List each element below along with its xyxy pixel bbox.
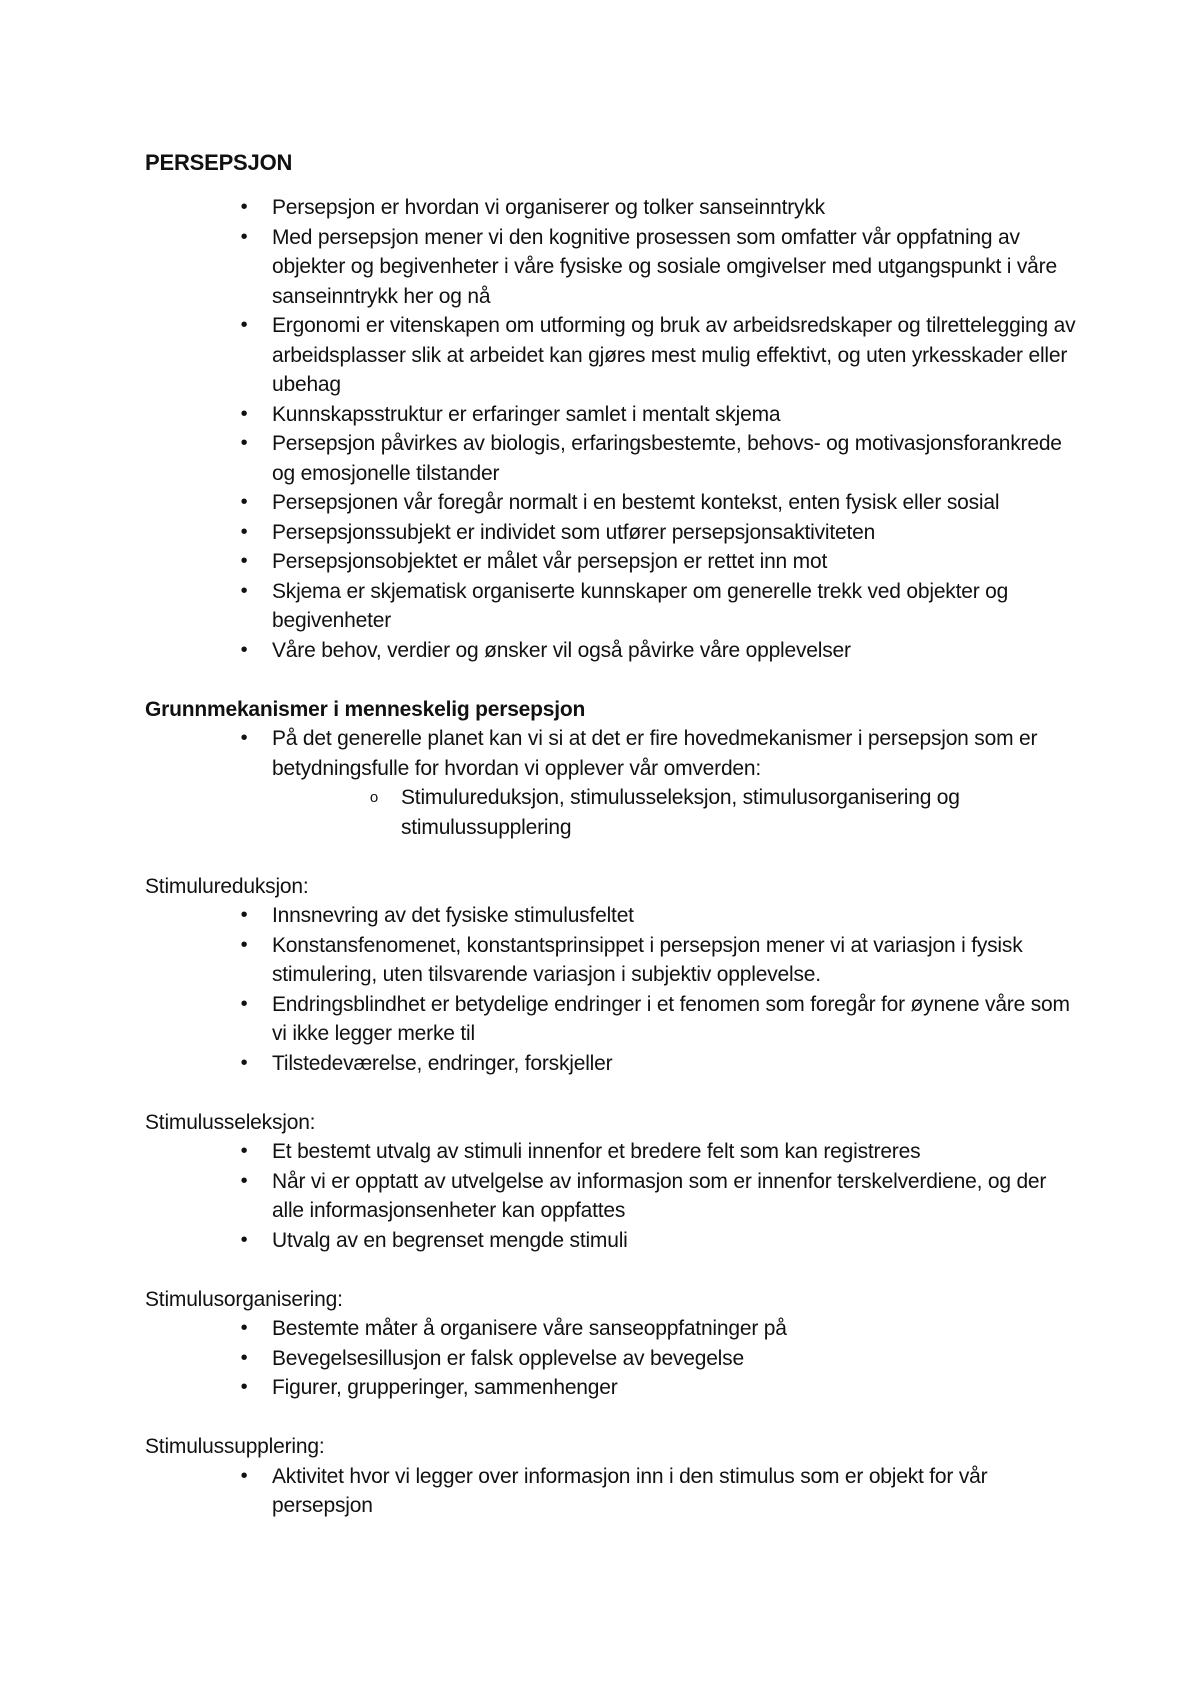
bullet-icon: •	[240, 550, 248, 572]
bullet-icon: •	[240, 992, 248, 1015]
list-item	[145, 400, 1080, 430]
stimulussupplering-bullet-list	[145, 1462, 1080, 1521]
section-spacer	[145, 1403, 1080, 1433]
list-item-text: Endringsblindhet er betydelige endringer i et fenomen som foregår for øynene våre som vi ikke legger merke til	[272, 992, 1070, 1045]
list-item	[145, 1226, 1080, 1256]
bullet-icon: •	[240, 1140, 248, 1162]
list-item	[145, 547, 1080, 577]
list-item	[145, 429, 1080, 488]
list-item-text: Når vi er opptatt av utvelgelse av informasjon som er innenfor terskelverdiene, og der alle informasjonsenheter kan oppfattes	[272, 1169, 1047, 1222]
list-item-text: Kunnskapsstruktur er erfaringer samlet i mentalt skjema	[272, 402, 781, 426]
bullet-icon: •	[240, 1464, 248, 1487]
list-item	[145, 518, 1080, 548]
section-spacer	[145, 665, 1080, 695]
list-item	[145, 577, 1080, 636]
list-item-text: Konstansfenomenet, konstantsprinsippet i persepsjon mener vi at variasjon i fysisk stimulering, uten tilsvarende variasjon i subjektiv opplevelse.	[272, 933, 1023, 986]
section-heading-grunnmekanismer: Grunnmekanismer i menneskelig persepsjon	[145, 697, 586, 721]
list-item	[145, 223, 1080, 312]
list-item	[145, 488, 1080, 518]
list-item	[145, 1373, 1080, 1403]
list-item	[145, 990, 1080, 1049]
stimulureduksjon-bullet-list	[145, 901, 1080, 1078]
section-heading-stimulureduksjon: Stimulureduksjon:	[145, 874, 309, 898]
list-item	[145, 1167, 1080, 1226]
list-item-text: Innsnevring av det fysiske stimulusfeltet	[272, 904, 634, 927]
bullet-icon: •	[240, 1346, 248, 1369]
list-item	[145, 1137, 1080, 1167]
list-item-text: Et bestemt utvalg av stimuli innenfor et bredere felt som kan registreres	[272, 1140, 921, 1163]
section-spacer	[145, 1078, 1080, 1108]
intro-bullet-list	[145, 193, 1080, 665]
list-item-text: Bevegelsesillusjon er falsk opplevelse av bevegelse	[272, 1346, 744, 1370]
list-item-text: Figurer, grupperinger, sammenhenger	[272, 1376, 618, 1399]
bullet-icon: •	[240, 196, 248, 218]
section-spacer	[145, 1255, 1080, 1285]
hollow-bullet-icon: o	[369, 789, 379, 806]
list-item	[145, 636, 1080, 666]
list-item	[145, 1344, 1080, 1374]
bullet-icon: •	[240, 1317, 248, 1339]
list-item-text: Med persepsjon mener vi den kognitive prosessen som omfatter vår oppfatning av objekter og begivenheter i våre fysiske og sosiale omgivelser med utgangspunkt i våre sanseinntrykk her og nå	[272, 225, 1057, 308]
list-item-text: Persepsjon påvirkes av biologis, erfaringsbestemte, behovs- og motivasjonsforankrede og emosjonelle tilstander	[272, 432, 1062, 485]
bullet-icon: •	[240, 727, 248, 749]
list-item	[145, 193, 1080, 223]
bullet-icon: •	[240, 638, 248, 661]
section-heading-stimulussupplering: Stimulussupplering:	[145, 1435, 325, 1458]
bullet-icon: •	[240, 432, 248, 454]
bullet-icon: •	[240, 579, 248, 602]
list-item-text: Skjema er skjematisk organiserte kunnskaper om generelle trekk ved objekter og begivenheter	[272, 579, 1009, 632]
bullet-icon: •	[240, 1228, 248, 1251]
bullet-icon: •	[240, 904, 248, 926]
list-item-text: Persepsjonssubjekt er individet som utfører persepsjonsaktiviteten	[272, 520, 876, 544]
list-item	[145, 724, 1080, 783]
document-content	[145, 148, 1080, 1521]
list-item	[145, 931, 1080, 990]
bullet-icon: •	[240, 1051, 248, 1074]
bullet-icon: •	[240, 491, 248, 513]
stimulusorganisering-bullet-list	[145, 1314, 1080, 1403]
grunnmekanismer-sub-list	[145, 783, 1080, 842]
document-title: PERSEPSJON	[145, 150, 293, 175]
stimulusseleksjon-bullet-list	[145, 1137, 1080, 1255]
list-item-text: Bestemte måter å organisere våre sanseoppfatninger på	[272, 1317, 787, 1340]
list-item	[145, 901, 1080, 931]
bullet-icon: •	[240, 933, 248, 956]
list-item	[145, 1314, 1080, 1344]
list-item-text: Aktivitet hvor vi legger over informasjon inn i den stimulus som er objekt for vår persepsjon	[272, 1464, 988, 1517]
list-item-text: Våre behov, verdier og ønsker vil også påvirke våre opplevelser	[272, 638, 851, 662]
list-item-text: Ergonomi er vitenskapen om utforming og bruk av arbeidsredskaper og tilrettelegging av arbeidsplasser slik at arbeidet kan gjøres mest mulig effektivt, og uten yrkesskader eller ubehag	[272, 314, 1076, 396]
list-item	[145, 1462, 1080, 1521]
bullet-icon: •	[240, 1376, 248, 1398]
list-item-text: Persepsjonen vår foregår normalt i en bestemt kontekst, enten fysisk eller sosial	[272, 491, 1000, 514]
sub-list-item-text: Stimulureduksjon, stimulusseleksjon, stimulusorganisering og stimulussupplering	[401, 786, 960, 839]
grunnmekanismer-bullet-list	[145, 724, 1080, 783]
sub-list-item	[145, 783, 1080, 842]
list-item-text: Utvalg av en begrenset mengde stimuli	[272, 1228, 628, 1252]
section-heading-stimulusseleksjon: Stimulusseleksjon:	[145, 1110, 316, 1134]
bullet-icon: •	[240, 1169, 248, 1192]
bullet-icon: •	[240, 402, 248, 425]
list-item-text: På det generelle planet kan vi si at det er fire hovedmekanismer i persepsjon som er betydningsfulle for hvordan vi opplever vår omverden:	[272, 727, 1038, 780]
bullet-icon: •	[240, 314, 248, 336]
bullet-icon: •	[240, 520, 248, 543]
list-item	[145, 311, 1080, 400]
section-heading-stimulusorganisering: Stimulusorganisering:	[145, 1287, 343, 1311]
list-item-text: Tilstedeværelse, endringer, forskjeller	[272, 1051, 613, 1075]
list-item	[145, 1049, 1080, 1079]
list-item-text: Persepsjon er hvordan vi organiserer og tolker sanseinntrykk	[272, 196, 825, 219]
list-item-text: Persepsjonsobjektet er målet vår persepsjon er rettet inn mot	[272, 550, 828, 573]
section-spacer	[145, 842, 1080, 872]
bullet-icon: •	[240, 225, 248, 248]
